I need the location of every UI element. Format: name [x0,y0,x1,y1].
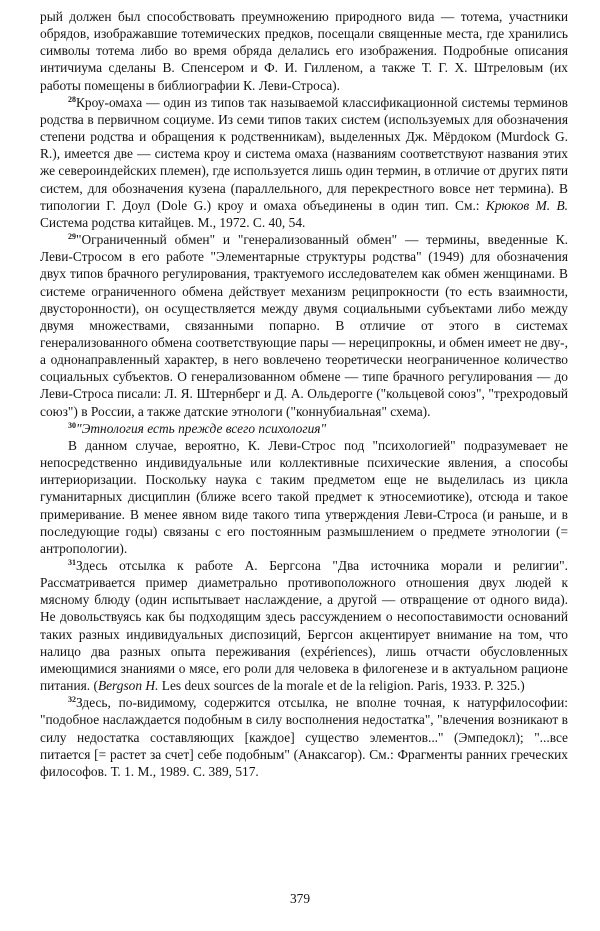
footnote-32 [40,694,568,780]
citation-text: Les deux sources de la morale et de la religion. Paris, 1933. P. 325.) [158,678,525,694]
footnote-marker: 30 [68,420,76,430]
footnote-text: Здесь отсылка к работе А. Бергсона "Два источника морали и религии". Рассматривается пример диаметрально противоположного отношения двух людей к мясному блюду (один испытывает наслаждение, а другой — отвращение от одного вида). Не довольствуясь как бы подходящим здесь рассуждением о несопоставимости оснований таких разных индивидуальных диспозиций, Бергсон акцентирует внимание на том, что налицо два разных опыта переживания (expériences), лишь отчасти обусловленных имеющимися знаниями о мясе, его роли для человека в филогенезе и в актуальном рационе питания. ( [40,558,568,694]
paragraph-text: рый должен был способствовать преумножению природного вида — тотема, участники обрядов, изображавшие тотемических предков, посещали священные места, где хранились символы тотема либо во время обряда делались его изображения. Подробные описания интичиума сделаны В. Спенсером и Ф. И. Гилленом, а также Т. Г. Х. Штреловым (их работы помещены в библиографии К. Леви-Строса). [40,9,568,93]
footnote-marker: 32 [68,695,76,705]
footnote-text: Здесь, по-видимому, содержится отсылка, не вполне точная, к натурфилософии: "подобное наслаждается подобным в силу восполнения недостатка", "влечения возникают в силу недостатка составляющих [каждое] существо элементов..." (Эмпедокл); "...все питается [= растет за счет] себе подобным" (Анаксагор). См.: Фрагменты ранних греческих философов. Т. 1. М., 1989. С. 389, 517. [40,695,568,779]
footnote-30-heading [40,420,568,437]
footnote-heading: "Этнология есть прежде всего психология" [76,420,327,436]
citation-text: Система родства китайцев. М., 1972. С. 40, 54. [40,214,306,230]
footnote-marker: 29 [68,232,76,242]
footnote-marker: 31 [68,558,76,567]
footnote-text: "Ограниченный обмен" и "генерализованный обмен" — термины, введенные К. Леви-Стросом в его работе "Элементарные структуры родства" (1949) для обозначения двух типов брачного регулирования, трактуемого исследователем как обмен женщинами. В системе ограниченного обмена действует механизм реципрокности (то есть взаимности, двусторонности), он осуществляется между двумя социальными субъектами либо между двумя множествами, связанными попарно. В отличие от этого в системах генерализованного обмена соответствующие пары — нереципрокны, и обмен имеет не дву-, а однонаправленный характер, в него вовлечено теоретически неограниченное количество социальных субъектов. О генерализованном обмене — типе брачного регулирования — до Леви-Строса писали: Л. Я. Штернберг и Д. А. Ольдерогге ("кольцевой союз", "трехродовый союз") в России, а также датские этнологи ("коннубиальная" схема). [40,232,568,419]
citation-author: Bergson H. [97,678,159,694]
paragraph-continued [40,8,568,94]
footnote-marker: 28 [68,94,76,104]
footnote-30-body [40,437,568,557]
citation-author: Крюков М. В. [485,197,569,213]
footnote-text: В данном случае, вероятно, К. Леви-Строс под "психологией" подразумевает не непосредственно индивидуальные или коллективные психические явления, а способы интериоризации. Поскольку наука с таким предметом еще не выделилась из цикла гуманитарных дисциплин (ближе всего такой предмет к этносемиотике), отсюда и такое примеривание. В менее явном виде такого типа утверждения Леви-Строса (и раньше, и в последующие годы) связаны с его постоянным размышлением о предмете этнологии (= антропологии). [40,437,568,556]
footnote-text: Кроу-омаха — один из типов так называемой классификационной системы терминов родства в первичном социуме. Из семи типов таких систем (используемых для обозначения степени родства и обращения к родственникам), выделенных Дж. Мёрдоком (Murdock G. R.), имеется две — система кроу и система омаха (названиям соответствуют названия этих же североиндейских племен), где используется лишь один термин, в отличие от других пяти систем, для обозначения кузена (параллельного, для перекрестного вовсе нет термина). В типологии Г. Доул (Dole G.) кроу и омаха объединены в один тип. См.: [40,94,568,213]
page-number: 379 [289,891,311,906]
page-body [40,8,568,780]
footnote-31 [40,557,568,694]
footnote-28 [40,94,568,231]
footnote-29 [40,231,568,420]
